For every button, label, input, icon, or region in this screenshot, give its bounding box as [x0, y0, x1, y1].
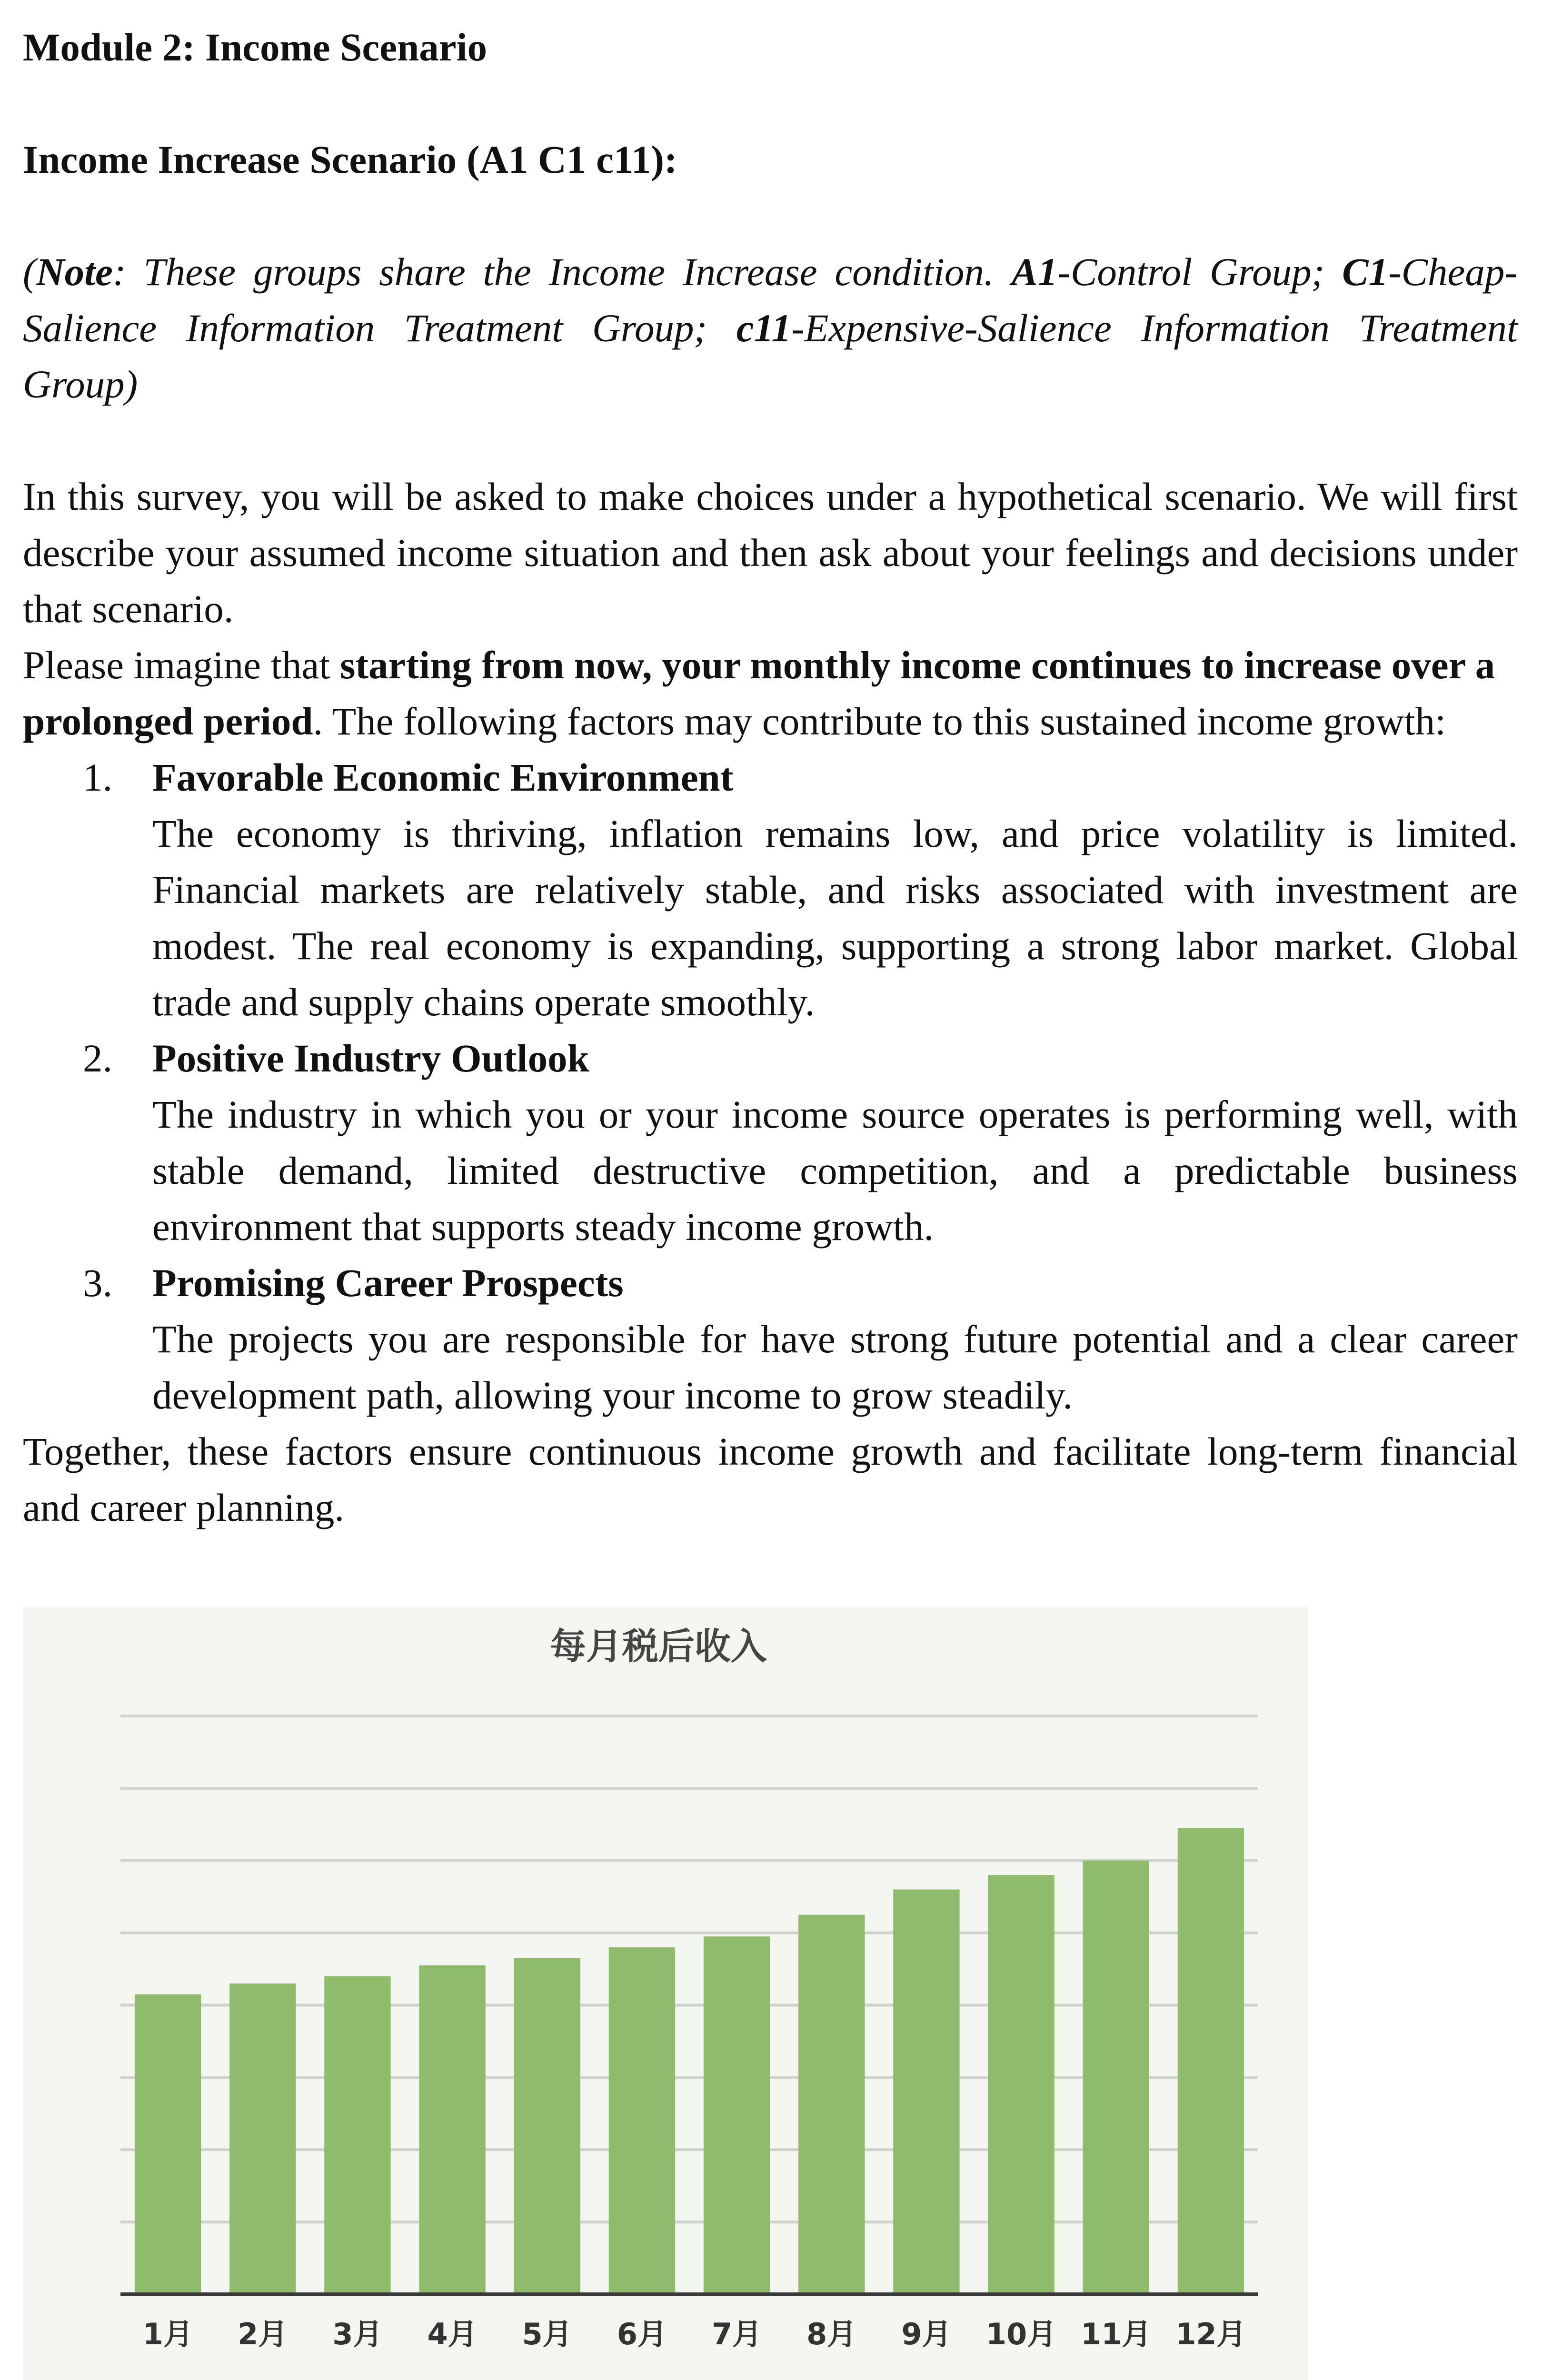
factor-text: The economy is thriving, inflation remains low, and price volatility is limited. Financial markets are relatively stable, and risks associated with investment are modest. The real economy is expanding, supporting a strong labor market. Global trade and supply chains operate smoothly.: [152, 812, 1518, 1024]
bar: [419, 1965, 485, 2294]
x-tick-label: 10月: [985, 2317, 1057, 2351]
income-bar-chart: [23, 1606, 1308, 2380]
bar: [229, 1983, 296, 2294]
scenario-title: Income Increase Scenario (A1 C1 c11):: [23, 138, 677, 181]
factor-number: 2.: [83, 1036, 113, 1080]
note-label: Note: [36, 250, 113, 294]
bar: [514, 1958, 580, 2294]
x-tick-label: 2月: [238, 2317, 288, 2351]
together-paragraph: Together, these factors ensure continuous income growth and facilitate long-term financial and career planning.: [23, 1429, 1518, 1529]
note-text-4: -Expensive-Salience Information Treatment Group): [23, 306, 1518, 406]
note-open: (: [23, 250, 36, 294]
x-tick-label: 3月: [332, 2317, 383, 2351]
bar: [609, 1947, 675, 2294]
bars: [135, 1828, 1244, 2294]
bar: [893, 1890, 959, 2295]
x-tick-label: 6月: [617, 2317, 667, 2351]
bar: [1178, 1828, 1244, 2294]
x-tick-label: 8月: [806, 2317, 857, 2351]
bar: [1083, 1861, 1149, 2294]
bar: [704, 1936, 770, 2294]
factor-text: The industry in which you or your income source operates is performing well, with stable demand, limited destructive competition, and a predictable business environment that supports steady income growth.: [152, 1092, 1518, 1249]
note-text-2: -Control Group;: [1057, 250, 1343, 294]
imagine-emphasis: starting from now, your monthly income continues to increase over a prolonged period: [23, 643, 1495, 743]
x-tick-label: 5月: [522, 2317, 572, 2351]
bar: [324, 1976, 390, 2294]
factor-title: Favorable Economic Environment: [152, 755, 734, 799]
group-c1: C1: [1342, 250, 1389, 294]
factor-list: [23, 749, 1518, 1423]
intro-paragraph: In this survey, you will be asked to make choices under a hypothetical scenario. We will first describe your assumed income situation and then ask about your feelings and decisions under that scenario.: [23, 475, 1518, 631]
group-note: [23, 244, 1518, 412]
spacer: [23, 412, 1518, 468]
factor-title: Positive Industry Outlook: [152, 1036, 589, 1080]
spacer: [23, 75, 1518, 131]
x-tick-label: 9月: [901, 2317, 952, 2351]
factor-text: The projects you are responsible for have strong future potential and a clear career development path, allowing your income to grow steadily.: [152, 1317, 1518, 1417]
note-text-3: -Cheap-Salience Information Treatment Group;: [23, 250, 1518, 350]
x-tick-label: 4月: [427, 2317, 478, 2351]
list-item: [23, 1030, 1518, 1255]
group-c11: c11: [736, 306, 791, 350]
income-chart: [23, 1606, 1308, 2380]
factor-title: Promising Career Prospects: [152, 1261, 624, 1305]
module-title: Module 2: Income Scenario: [23, 25, 487, 69]
group-a1: A1: [1011, 250, 1058, 294]
imagine-paragraph: [23, 637, 1518, 749]
imagine-post: . The following factors may contribute to this sustained income growth:: [313, 699, 1446, 743]
bar: [135, 1994, 201, 2294]
factor-number: 3.: [83, 1261, 113, 1305]
list-item: [23, 1255, 1518, 1423]
x-tick-label: 7月: [712, 2317, 762, 2351]
note-text-1: : These groups share the Income Increase condition.: [112, 250, 1012, 294]
list-item: [23, 749, 1518, 1030]
document-body: [23, 19, 1518, 1536]
x-tick-labels: [143, 2317, 1246, 2351]
factor-number: 1.: [83, 755, 113, 799]
imagine-pre: Please imagine that: [23, 643, 340, 687]
chart-title: 每月税后收入: [550, 1625, 767, 1667]
bar: [798, 1915, 865, 2294]
x-tick-label: 11月: [1081, 2317, 1152, 2351]
bar: [988, 1875, 1054, 2294]
x-tick-label: 12月: [1175, 2317, 1246, 2351]
spacer: [23, 188, 1518, 244]
x-tick-label: 1月: [143, 2317, 193, 2351]
